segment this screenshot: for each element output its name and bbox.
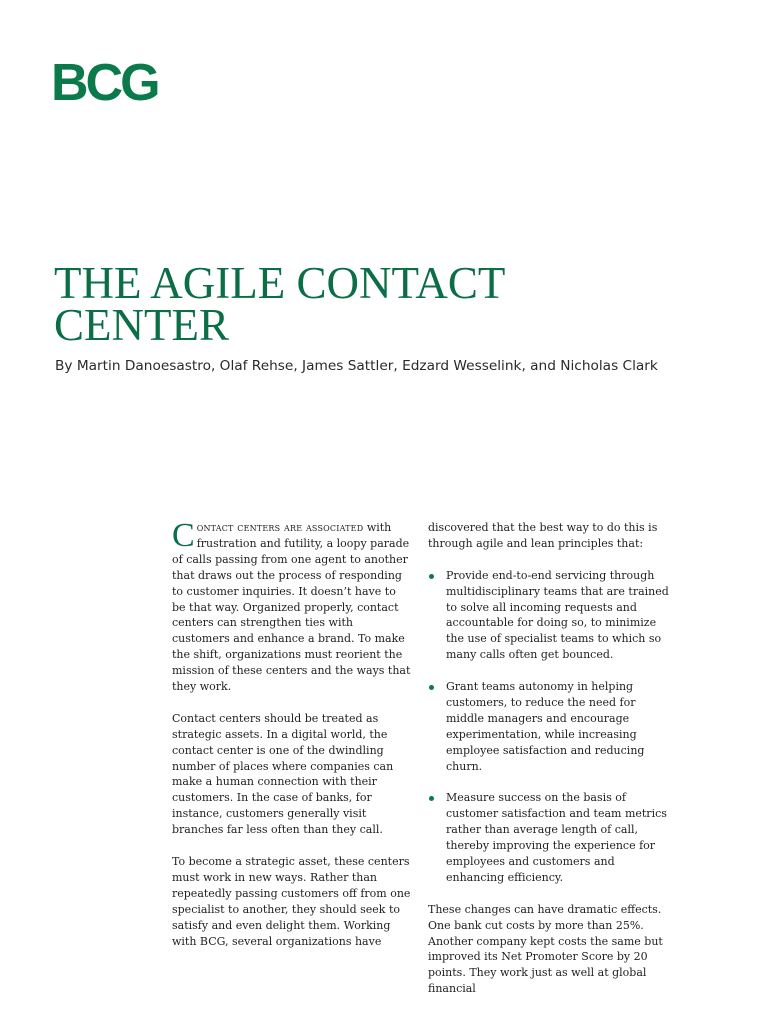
paragraph-new-ways: To become a strategic asset, these centers must work in new ways. Rather than repeatedly passing customers off from one specialist to another, they should seek to satisfy and even delight them. Working with BCG, several organizations have <box>172 855 411 948</box>
bullet-icon <box>429 574 434 579</box>
paragraph-intro <box>172 517 412 695</box>
title-line-1: THE AGILE CONTACT <box>54 258 506 308</box>
byline: By Martin Danoesastro, Olaf Rehse, James Sattler, Edzard Wesselink, and Nicholas Clark <box>55 358 658 374</box>
list-item-text: Provide end-to-end servicing through multidisciplinary teams that are trained to solve all incoming requests and accountable for doing so, to minimize the use of specialist teams to which so many calls often get bounced. <box>446 568 669 662</box>
paragraph-agile-principles: discovered that the best way to do this is through agile and lean principles that: <box>428 521 658 550</box>
principles-list <box>428 568 672 886</box>
bullet-icon <box>429 796 434 801</box>
paragraph-intro-text: with frustration and futility, a loopy parade of calls passing from one agent to another that draws out the process of responding to customer inquiries. It doesn’t have to be that way. Organized properly, contact centers can strengthen ties with customers and enhance a brand. To make the shift, organizations must reorient the mission of these centers and the ways that they work. <box>172 521 411 694</box>
bcg-logo: BCG <box>51 54 158 112</box>
paragraph-dramatic-effects: These changes can have dramatic effects. One bank cut costs by more than 25%. Another company kept costs the same but improved its Net Promoter Score by 20 points. They work just as well at global financial <box>428 902 663 996</box>
bullet-icon <box>429 685 434 690</box>
drop-cap: C <box>172 517 195 554</box>
list-item-text: Grant teams autonomy in helping customers, to reduce the need for middle managers and encourage experimentation, while increasing employee satisfaction and reducing churn. <box>446 680 645 773</box>
body-column-left <box>172 517 412 965</box>
list-item <box>428 679 672 774</box>
list-item <box>428 790 672 885</box>
title-line-2: CENTER <box>54 300 229 350</box>
list-item-text: Measure success on the basis of customer satisfaction and team metrics rather than average length of call, thereby improving the experience for employees and customers and enhancing efficiency. <box>446 791 667 884</box>
article-title <box>54 258 714 350</box>
body-column-right <box>428 520 672 1013</box>
paragraph-strategic-assets: Contact centers should be treated as strategic assets. In a digital world, the contact center is one of the dwindling number of places where companies can make a human connection with their customers. In the case of banks, for instance, customers generally visit branches far less often than they call. <box>172 711 394 837</box>
list-item <box>428 568 672 663</box>
lead-in-small-caps: ontact centers are associated <box>196 521 364 534</box>
